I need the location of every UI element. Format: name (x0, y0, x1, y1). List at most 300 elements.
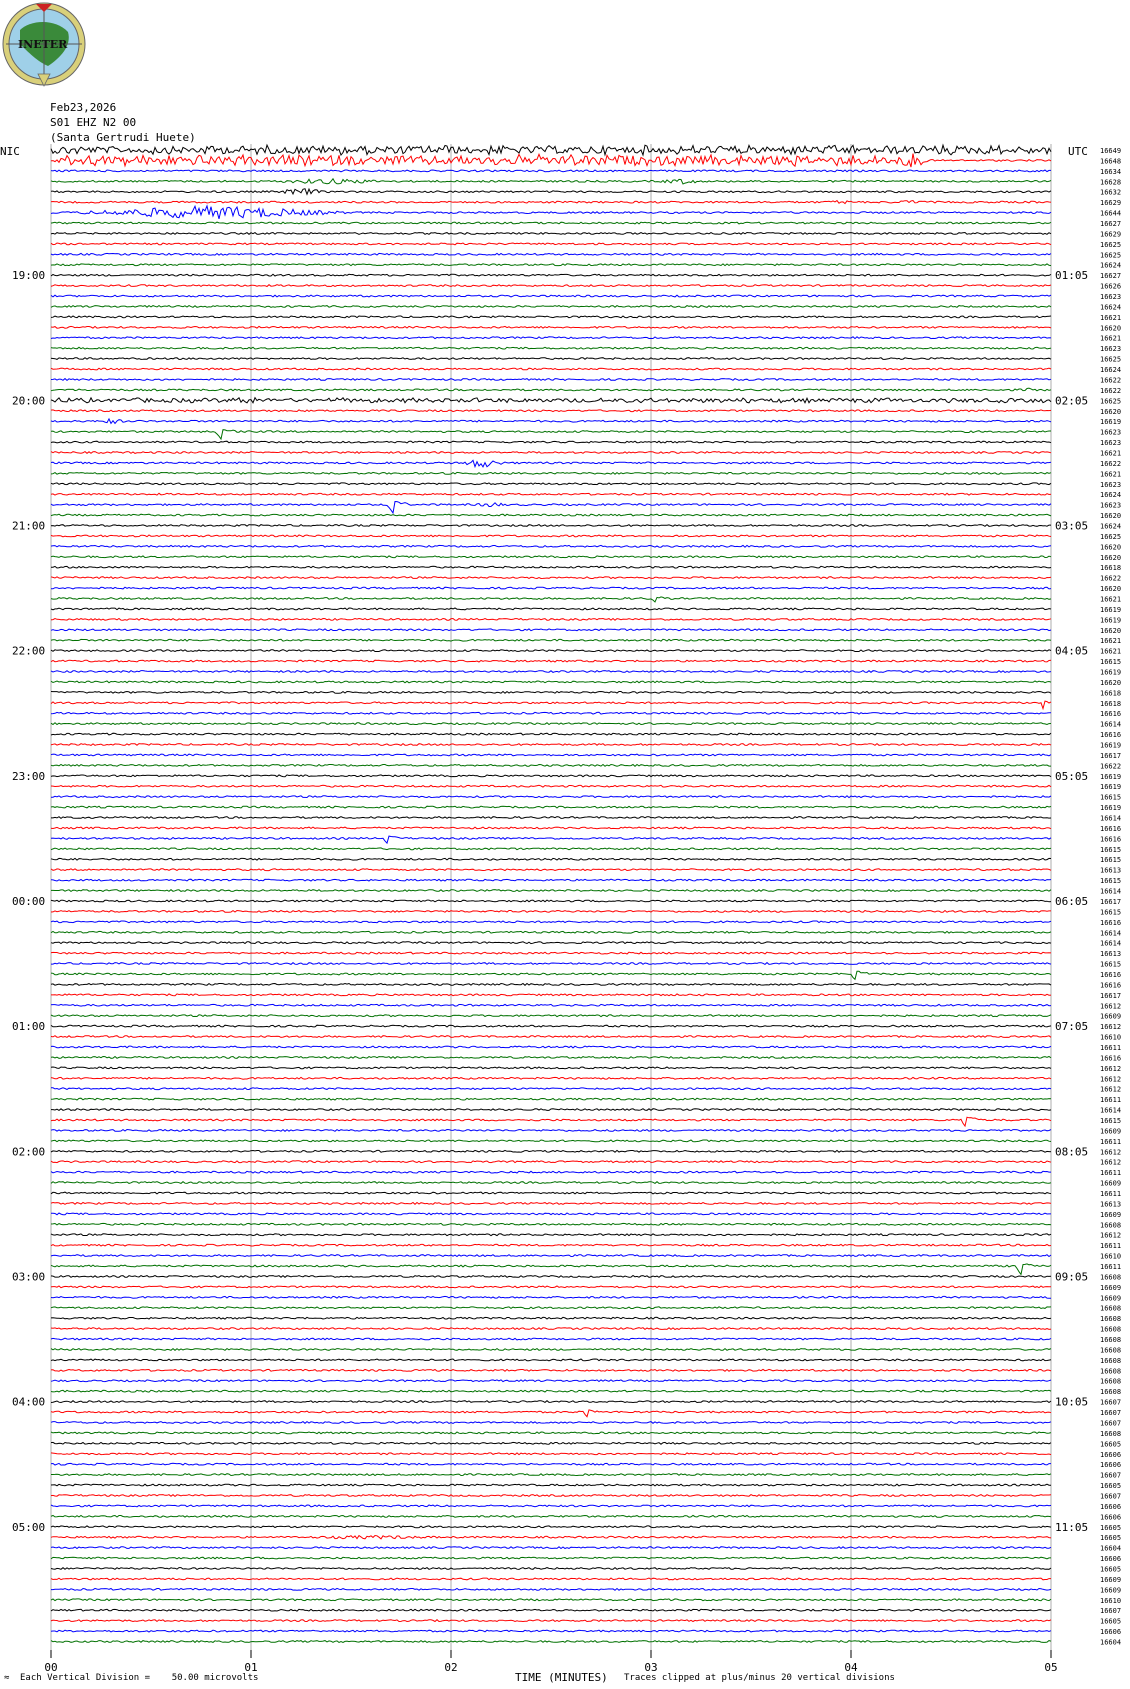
seismic-traces (51, 145, 1051, 1642)
trace-row (51, 1182, 1051, 1184)
trace-label: 16605 (1100, 1523, 1122, 1532)
trace-label: 16615 (1100, 877, 1122, 886)
trace-row (51, 858, 1051, 860)
trace-label: 16621 (1100, 470, 1122, 479)
trace-label: 16624 (1100, 522, 1122, 531)
trace-label: 16604 (1100, 1544, 1122, 1553)
trace-label: 16634 (1100, 167, 1122, 176)
trace-row (51, 295, 1051, 297)
trace-label: 16622 (1100, 376, 1122, 385)
right-hour-label: 04:05 (1055, 644, 1089, 658)
trace-label: 16607 (1100, 1471, 1122, 1480)
trace-row (51, 869, 1051, 871)
trace-label: 16624 (1100, 491, 1122, 500)
trace-row (51, 1171, 1051, 1173)
trace-row (51, 1547, 1051, 1549)
trace-row (51, 1380, 1051, 1382)
trace-label: 16620 (1100, 407, 1122, 416)
trace-label: 16612 (1100, 1231, 1122, 1240)
trace-label: 16625 (1100, 240, 1122, 249)
trace-label: 16610 (1100, 1033, 1122, 1042)
trace-label: 16605 (1100, 1482, 1122, 1491)
trace-label: 16611 (1100, 1169, 1122, 1178)
trace-label: 16620 (1100, 324, 1122, 333)
trace-label: 16609 (1100, 1575, 1122, 1584)
trace-row (51, 1067, 1051, 1069)
trace-label: 16607 (1100, 1607, 1122, 1616)
right-hour-label: 10:05 (1055, 1395, 1089, 1409)
trace-row (51, 1203, 1051, 1205)
trace-label: 16606 (1100, 1502, 1122, 1511)
clip-note: Traces clipped at plus/minus 20 vertical divisions (624, 1673, 895, 1683)
location-label: (Santa Gertrudi Huete) (50, 131, 196, 144)
trace-row (51, 514, 1051, 516)
x-axis-label: TIME (MINUTES) (515, 1671, 608, 1684)
trace-label: 16609 (1100, 1283, 1122, 1292)
trace-row (51, 971, 1051, 979)
trace-label: 16614 (1100, 720, 1122, 729)
trace-label: 16611 (1100, 1263, 1122, 1272)
trace-label: 16607 (1100, 1419, 1122, 1428)
trace-row (51, 942, 1051, 944)
trace-label: 16606 (1100, 1513, 1122, 1522)
trace-label: 16611 (1100, 1242, 1122, 1251)
trace-row (51, 1630, 1051, 1632)
trace-row (51, 222, 1051, 224)
trace-row (51, 1505, 1051, 1507)
x-tick-label: 05 (1044, 1661, 1058, 1674)
footer-mark: ≈ (4, 1673, 10, 1683)
trace-label: 16627 (1100, 220, 1122, 229)
right-hour-label: 08:05 (1055, 1145, 1089, 1159)
trace-label: 16608 (1100, 1388, 1122, 1397)
trace-label: 16608 (1100, 1356, 1122, 1365)
trace-row (51, 1140, 1051, 1142)
trace-row (51, 388, 1051, 391)
trace-row (51, 1025, 1051, 1027)
right-hour-label: 01:05 (1055, 269, 1089, 283)
trace-label: 16619 (1100, 783, 1122, 792)
trace-label: 16608 (1100, 1221, 1122, 1230)
right-hour-label: 09:05 (1055, 1270, 1089, 1284)
trace-label: 16616 (1100, 824, 1122, 833)
trace-row (51, 264, 1051, 266)
trace-row (51, 556, 1051, 558)
trace-row (51, 545, 1051, 547)
trace-row (51, 848, 1051, 850)
trace-row (51, 1620, 1051, 1622)
trace-row (51, 483, 1051, 485)
trace-row (51, 1495, 1051, 1497)
trace-row (51, 419, 1051, 424)
trace-label: 16626 (1100, 282, 1122, 291)
trace-label: 16644 (1100, 209, 1122, 218)
trace-row (51, 368, 1051, 370)
trace-label: 16625 (1100, 532, 1122, 541)
trace-row (51, 1223, 1051, 1225)
trace-row (51, 1422, 1051, 1424)
trace-label: 16605 (1100, 1534, 1122, 1543)
trace-row (51, 1515, 1051, 1517)
trace-label: 16608 (1100, 1367, 1122, 1376)
trace-row (51, 535, 1051, 537)
right-hour-label: 05:05 (1055, 769, 1089, 783)
date-label: Feb23,2026 (50, 101, 117, 114)
trace-row (51, 566, 1051, 568)
right-hour-label: 02:05 (1055, 394, 1089, 408)
trace-row (51, 931, 1051, 933)
trace-row (51, 337, 1051, 339)
trace-row (51, 1641, 1051, 1643)
trace-label: 16616 (1100, 835, 1122, 844)
left-hour-label: 20:00 (12, 394, 46, 408)
right-hour-label: 07:05 (1055, 1020, 1089, 1034)
trace-label: 16623 (1100, 293, 1122, 302)
trace-label: 16627 (1100, 272, 1122, 281)
trace-row (51, 316, 1051, 318)
trace-row (51, 179, 1051, 184)
trace-row (51, 1588, 1051, 1590)
trace-label: 16604 (1100, 1638, 1122, 1647)
trace-label: 16608 (1100, 1336, 1122, 1345)
left-timezone-label: NIC (0, 145, 20, 158)
trace-label: 16608 (1100, 1304, 1122, 1313)
trace-row (51, 765, 1051, 767)
trace-label: 16613 (1100, 1200, 1122, 1209)
trace-row (51, 754, 1051, 756)
trace-row (51, 1338, 1051, 1340)
left-hour-label: 19:00 (12, 269, 46, 283)
trace-label: 16609 (1100, 1294, 1122, 1303)
trace-row (51, 154, 1051, 168)
trace-row (51, 921, 1051, 923)
trace-row (51, 253, 1051, 255)
trace-label: 16619 (1100, 804, 1122, 813)
trace-row (51, 1098, 1051, 1100)
trace-label: 16607 (1100, 1409, 1122, 1418)
trace-row (51, 597, 1051, 602)
trace-row (51, 1130, 1051, 1132)
trace-label: 16609 (1100, 1210, 1122, 1219)
trace-label: 16616 (1100, 970, 1122, 979)
trace-label: 16622 (1100, 574, 1122, 583)
x-tick-label: 00 (44, 1661, 58, 1674)
trace-row (51, 1117, 1051, 1126)
right-hour-label: 03:05 (1055, 519, 1089, 533)
trace-label: 16615 (1100, 845, 1122, 854)
trace-label: 16621 (1100, 595, 1122, 604)
trace-label: 16648 (1100, 157, 1122, 166)
trace-row (51, 274, 1051, 276)
trace-label: 16606 (1100, 1461, 1122, 1470)
trace-row (51, 410, 1051, 412)
trace-row (51, 911, 1051, 913)
trace-label: 16619 (1100, 616, 1122, 625)
trace-row (51, 671, 1051, 673)
trace-row (51, 629, 1051, 631)
trace-row (51, 379, 1051, 381)
trace-label: 16620 (1100, 512, 1122, 521)
trace-label: 16619 (1100, 605, 1122, 614)
trace-label: 16614 (1100, 1106, 1122, 1115)
trace-label: 16615 (1100, 793, 1122, 802)
trace-label: 16612 (1100, 1075, 1122, 1084)
trace-label: 16625 (1100, 251, 1122, 260)
trace-row (51, 1150, 1051, 1152)
trace-row (51, 608, 1051, 610)
trace-row (51, 1328, 1051, 1330)
trace-label: 16617 (1100, 991, 1122, 1000)
trace-label: 16618 (1100, 689, 1122, 698)
trace-label: 16624 (1100, 366, 1122, 375)
trace-row (51, 1453, 1051, 1455)
trace-row (51, 1359, 1051, 1361)
trace-row (51, 430, 1051, 439)
trace-row (51, 1442, 1051, 1444)
trace-label: 16619 (1100, 772, 1122, 781)
trace-row (51, 1046, 1051, 1048)
trace-row (51, 285, 1051, 287)
trace-label: 16625 (1100, 355, 1122, 364)
trace-row (51, 681, 1051, 683)
trace-row (51, 587, 1051, 589)
logo-text: INETER (18, 38, 68, 51)
left-hour-label: 22:00 (12, 644, 46, 658)
trace-row (51, 733, 1051, 735)
trace-row (51, 660, 1051, 662)
trace-row (51, 145, 1051, 155)
trace-label: 16608 (1100, 1346, 1122, 1355)
trace-row (51, 1307, 1051, 1309)
trace-label: 16609 (1100, 1179, 1122, 1188)
trace-label: 16615 (1100, 960, 1122, 969)
trace-row (51, 1296, 1051, 1298)
trace-row (51, 460, 1051, 467)
trace-row (51, 1213, 1051, 1215)
trace-label: 16625 (1100, 397, 1122, 406)
trace-label: 16620 (1100, 553, 1122, 562)
trace-label: 16623 (1100, 439, 1122, 448)
minute-gridlines (51, 144, 1051, 1652)
trace-row (51, 994, 1051, 996)
trace-label: 16619 (1100, 741, 1122, 750)
trace-label: 16612 (1100, 1085, 1122, 1094)
trace-row (51, 170, 1051, 172)
trace-label: 16609 (1100, 1012, 1122, 1021)
trace-row (51, 1609, 1051, 1611)
right-hour-label: 11:05 (1055, 1520, 1089, 1534)
trace-row (51, 1109, 1051, 1111)
trace-label: 16622 (1100, 386, 1122, 395)
trace-label: 16608 (1100, 1377, 1122, 1386)
trace-row (51, 1557, 1051, 1559)
trace-label: 16615 (1100, 856, 1122, 865)
trace-row (51, 692, 1051, 694)
trace-row (51, 1463, 1051, 1465)
trace-row (51, 1369, 1051, 1371)
left-hour-label: 04:00 (12, 1395, 46, 1409)
trace-row (51, 1088, 1051, 1090)
trace-row (51, 577, 1051, 579)
left-hour-label: 03:00 (12, 1270, 46, 1284)
trace-row (51, 984, 1051, 986)
left-hour-label: 01:00 (12, 1020, 46, 1034)
trace-label: 16621 (1100, 647, 1122, 656)
trace-label: 16614 (1100, 814, 1122, 823)
trace-row (51, 347, 1051, 349)
trace-row (51, 1004, 1051, 1006)
trace-label: 16614 (1100, 929, 1122, 938)
trace-row (51, 639, 1051, 641)
trace-row (51, 785, 1051, 787)
trace-label: 16618 (1100, 564, 1122, 573)
trace-row (51, 952, 1051, 954)
trace-row (51, 796, 1051, 798)
trace-row (51, 1526, 1051, 1528)
trace-row (51, 619, 1051, 621)
trace-label: 16620 (1100, 678, 1122, 687)
trace-label: 16623 (1100, 345, 1122, 354)
trace-row (51, 1234, 1051, 1236)
trace-label: 16628 (1100, 178, 1122, 187)
trace-row (51, 712, 1051, 714)
right-hour-label: 06:05 (1055, 894, 1089, 908)
trace-label: 16615 (1100, 908, 1122, 917)
trace-label: 16612 (1100, 1148, 1122, 1157)
trace-label: 16616 (1100, 731, 1122, 740)
trace-row (51, 701, 1051, 709)
trace-row (51, 1077, 1051, 1079)
trace-row (51, 1161, 1051, 1163)
trace-label: 16619 (1100, 668, 1122, 677)
trace-row (51, 1255, 1051, 1257)
trace-row (51, 1276, 1051, 1278)
trace-row (51, 306, 1051, 308)
trace-row (51, 827, 1051, 829)
trace-label: 16616 (1100, 981, 1122, 990)
trace-row (51, 206, 1051, 219)
x-tick-label: 04 (844, 1661, 858, 1674)
trace-row (51, 879, 1051, 881)
trace-label: 16620 (1100, 543, 1122, 552)
trace-row (51, 358, 1051, 360)
trace-label: 16616 (1100, 710, 1122, 719)
trace-row (51, 201, 1051, 204)
scale-note: Each Vertical Division = 50.00 microvolts (20, 1673, 259, 1683)
trace-label: 16605 (1100, 1617, 1122, 1626)
trace-label: 16614 (1100, 939, 1122, 948)
trace-label: 16620 (1100, 626, 1122, 635)
x-tick-label: 03 (644, 1661, 658, 1674)
trace-row (51, 452, 1051, 454)
trace-label: 16610 (1100, 1596, 1122, 1605)
trace-row (51, 1015, 1051, 1017)
trace-label: 16611 (1100, 1043, 1122, 1052)
trace-label: 16615 (1100, 1116, 1122, 1125)
trace-label: 16608 (1100, 1325, 1122, 1334)
trace-label: 16629 (1100, 230, 1122, 239)
trace-label: 16612 (1100, 1023, 1122, 1032)
trace-row (51, 1401, 1051, 1403)
trace-row (51, 890, 1051, 892)
trace-row (51, 525, 1051, 527)
trace-label: 16606 (1100, 1555, 1122, 1564)
trace-row (51, 900, 1051, 902)
trace-label: 16617 (1100, 751, 1122, 760)
x-tick-label: 02 (444, 1661, 458, 1674)
left-hour-label: 23:00 (12, 769, 46, 783)
trace-row (51, 1568, 1051, 1570)
trace-label: 16621 (1100, 334, 1122, 343)
trace-row (51, 1349, 1051, 1351)
left-hour-label: 05:00 (12, 1520, 46, 1534)
trace-label: 16609 (1100, 1586, 1122, 1595)
trace-label: 16606 (1100, 1628, 1122, 1637)
trace-label: 16622 (1100, 459, 1122, 468)
trace-row (51, 1410, 1051, 1417)
trace-label: 16649 (1100, 147, 1122, 155)
trace-row (51, 472, 1051, 474)
trace-label: 16610 (1100, 1252, 1122, 1261)
trace-label: 16608 (1100, 1315, 1122, 1324)
trace-row (51, 243, 1051, 245)
trace-row (51, 963, 1051, 965)
trace-row (51, 502, 1051, 514)
trace-label: 16629 (1100, 199, 1122, 208)
trace-label: 16623 (1100, 428, 1122, 437)
trace-row (51, 1578, 1051, 1580)
trace-row (51, 1474, 1051, 1476)
trace-row (51, 1390, 1051, 1392)
trace-label: 16623 (1100, 480, 1122, 489)
trace-label: 16632 (1100, 188, 1122, 197)
trace-row (51, 1599, 1051, 1601)
trace-row (51, 650, 1051, 652)
trace-row (51, 398, 1051, 403)
trace-label: 16611 (1100, 1137, 1122, 1146)
trace-label: 16613 (1100, 950, 1122, 959)
trace-label: 16624 (1100, 261, 1122, 270)
trace-label: 16607 (1100, 1492, 1122, 1501)
trace-label: 16618 (1100, 699, 1122, 708)
station-label: S01 EHZ N2 00 (50, 116, 137, 129)
trace-row (51, 441, 1051, 443)
trace-label: 16612 (1100, 1064, 1122, 1073)
trace-label: 16614 (1100, 887, 1122, 896)
left-hour-label: 02:00 (12, 1145, 46, 1159)
trace-row (51, 1192, 1051, 1194)
trace-label: 16621 (1100, 637, 1122, 646)
trace-label: 16622 (1100, 762, 1122, 771)
trace-label: 16619 (1100, 418, 1122, 427)
trace-row (51, 1264, 1051, 1275)
trace-row (51, 723, 1051, 725)
trace-row (51, 775, 1051, 777)
trace-row (51, 1432, 1051, 1434)
trace-row (51, 817, 1051, 819)
trace-row (51, 744, 1051, 746)
trace-label: 16605 (1100, 1440, 1122, 1449)
trace-label: 16605 (1100, 1565, 1122, 1574)
trace-row (51, 1484, 1051, 1486)
trace-label: 16615 (1100, 658, 1122, 667)
trace-row (51, 233, 1051, 235)
trace-label: 16612 (1100, 1158, 1122, 1167)
trace-label: 16613 (1100, 866, 1122, 875)
trace-label: 16608 (1100, 1273, 1122, 1282)
trace-row (51, 189, 1051, 195)
trace-label: 16611 (1100, 1096, 1122, 1105)
